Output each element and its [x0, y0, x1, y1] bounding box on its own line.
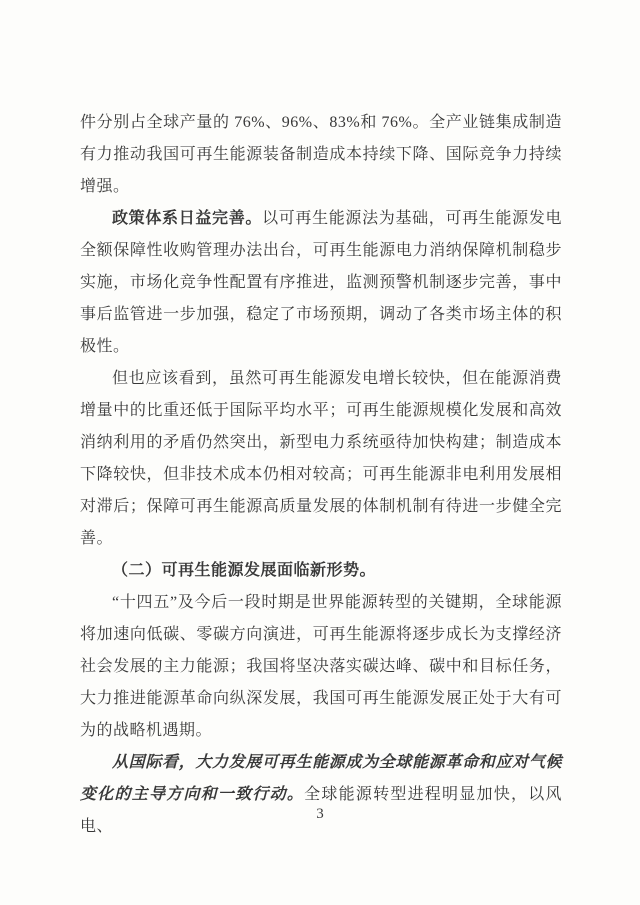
paragraph-text: 以可再生能源法为基础，可再生能源发电全额保障性收购管理办法出台，可再生能源电力消纳保障机制稳步实施，市场化竞争性配置有序推进，监测预警机制逐步完善，事中事后监管进一步加强，稳定了市场预期，调动了各类市场主体的积极性。 — [80, 210, 562, 355]
paragraph-text: 但也应该看到，虽然可再生能源发电增长较快，但在能源消费增量中的比重还低于国际平均水平；可再生能源规模化发展和高效消纳利用的矛盾仍然突出，新型电力系统亟待加快构建；制造成本下降较快，但非技术成本仍相对较高；可再生能源非电利用发展相对滞后；保障可再生能源高质量发展的体制机制有待进一步健全完善。 — [80, 370, 562, 547]
body-paragraph — [80, 107, 562, 203]
paragraph-lead-emphasis: 政策体系日益完善。 — [112, 210, 263, 227]
body-paragraph — [80, 363, 562, 555]
section-heading-text: （二）可再生能源发展面临新形势。 — [112, 562, 377, 579]
body-paragraph — [80, 587, 562, 747]
section-heading — [80, 555, 562, 587]
page-number: 3 — [316, 806, 324, 822]
document-body — [80, 107, 562, 843]
body-paragraph — [80, 203, 562, 363]
paragraph-text: 全球能源转型进程明显加快，以风电、 — [80, 786, 562, 835]
paragraph-text: 件分别占全球产量的 76%、96%、83%和 76%。全产业链集成制造有力推动我国可再生能源装备制造成本持续下降、国际竞争力持续增强。 — [80, 114, 562, 195]
paragraph-lead-emphasis: 从国际看，大力发展可再生能源成为全球能源革命和应对气候变化的主导方向和一致行动。 — [80, 754, 562, 803]
body-paragraph — [80, 747, 562, 843]
paragraph-text: “十四五”及今后一段时期是世界能源转型的关键期，全球能源将加速向低碳、零碳方向演进，可再生能源将逐步成长为支撑经济社会发展的主力能源；我国将坚决落实碳达峰、碳中和目标任务，大力推进能源革命向纵深发展，我国可再生能源发展正处于大有可为的战略机遇期。 — [80, 594, 562, 739]
